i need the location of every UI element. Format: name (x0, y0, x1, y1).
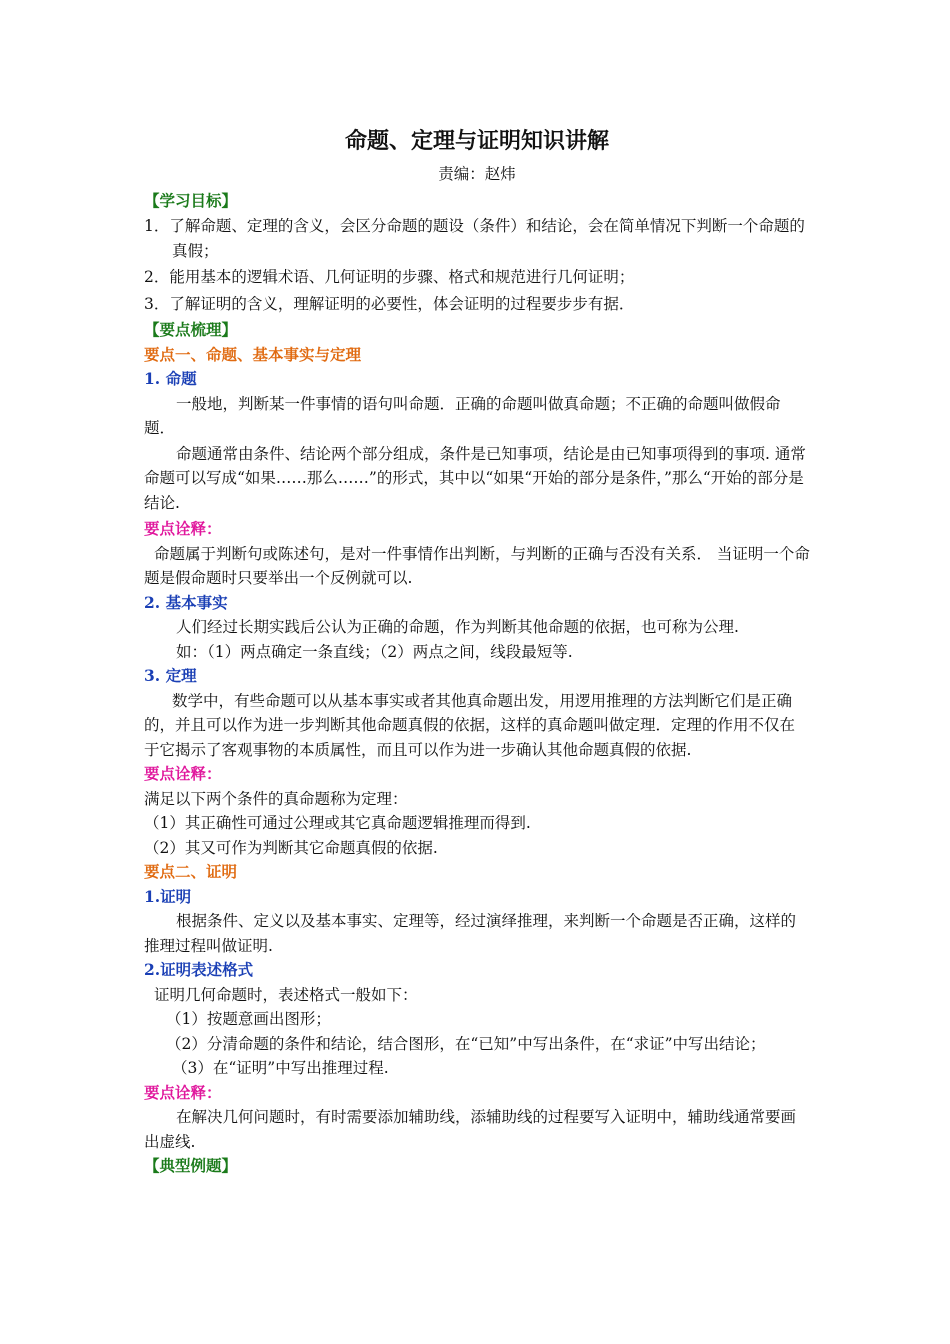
condition-item: （2）其又可作为判断其它命题真假的依据. (144, 838, 438, 857)
objective-item: 3．了解证明的含义，理解证明的必要性，体会证明的过程要步步有据． (144, 294, 635, 313)
note-paragraph: 命题属于判断句或陈述句，是对一件事情作出判断，与判断的正确与否没有关系． 当证明一个命题是假命题时只要举出一个反例就可以. (144, 544, 810, 587)
paragraph: 如：（1）两点确定一条直线；（2）两点之间，线段最短等. (176, 642, 573, 661)
step-item: （2）分清命题的条件和结论，结合图形，在“已知”中写出条件，在“求证”中写出结论； (166, 1034, 766, 1053)
note-paragraph: 在解决几何问题时，有时需要添加辅助线，添辅助线的过程要写入证明中，辅助线通常要画出虚线. (144, 1108, 797, 1151)
examples-heading: 【典型例题】 (144, 1156, 238, 1175)
step-item: （3）在“证明”中写出推理过程. (172, 1059, 389, 1077)
point1-heading: 要点一、命题、基本事实与定理 (144, 344, 362, 364)
note-paragraph: 满足以下两个条件的真命题称为定理： (144, 789, 408, 808)
subheading-proposition: 1. 命题 (144, 369, 197, 388)
document-content (144, 124, 810, 1179)
paragraph: 人们经过长期实践后公认为正确的命题，作为判断其他命题的依据，也可称为公理. (176, 618, 739, 636)
objectives-heading: 【学习目标】 (144, 190, 238, 210)
note-label: 要点诠释： (144, 764, 222, 783)
author-line: 责编：赵炜 (438, 165, 516, 183)
note-label: 要点诠释： (144, 1082, 222, 1102)
paragraph: 根据条件、定义以及基本事实、定理等，经过演绎推理，来判断一个命题是否正确，这样的推理过程叫做证明. (144, 912, 797, 955)
subheading-proof: 1.证明 (144, 886, 192, 906)
paragraph: 数学中，有些命题可以从基本事实或者其他真命题出发，用逻用推理的方法判断它们是正确的，并且可以作为进一步判断其他命题真假的依据，这样的真命题叫做定理．定理的作用不仅在于它揭示了客观事物的本质属性，而且可以作为进一步确认其他命题真假的依据. (144, 691, 796, 759)
subheading-theorem: 3. 定理 (144, 666, 197, 685)
objective-item: 2．能用基本的逻辑术语、几何证明的步骤、格式和规范进行几何证明； (144, 268, 635, 286)
page-title: 命题、定理与证明知识讲解 (344, 128, 609, 154)
paragraph: 证明几何命题时，表述格式一般如下： (154, 985, 418, 1004)
objective-item: 1．了解命题、定理的含义，会区分命题的题设（条件）和结论，会在简单情况下判断一个命题的真假； (144, 217, 805, 260)
paragraph: 一般地，判断某一件事情的语句叫命题．正确的命题叫做真命题；不正确的命题叫做假命题． (144, 394, 781, 437)
condition-item: （1）其正确性可通过公理或其它真命题逻辑推理而得到. (144, 814, 531, 832)
point2-heading: 要点二、证明 (144, 862, 238, 881)
points-heading: 【要点梳理】 (144, 320, 238, 339)
step-item: （1）按题意画出图形； (166, 1010, 331, 1028)
note-label: 要点诠释： (144, 519, 222, 538)
subheading-basic-fact: 2. 基本事实 (144, 592, 228, 612)
paragraph: 命题通常由条件、结论两个部分组成，条件是已知事项，结论是由已知事项得到的事项. 通常命题可以写成“如果……那么……”的形式，其中以“如果“开始的部分是条件，”那么“开始的部分是结论. (144, 444, 806, 512)
subheading-proof-format: 2.证明表述格式 (144, 960, 254, 979)
